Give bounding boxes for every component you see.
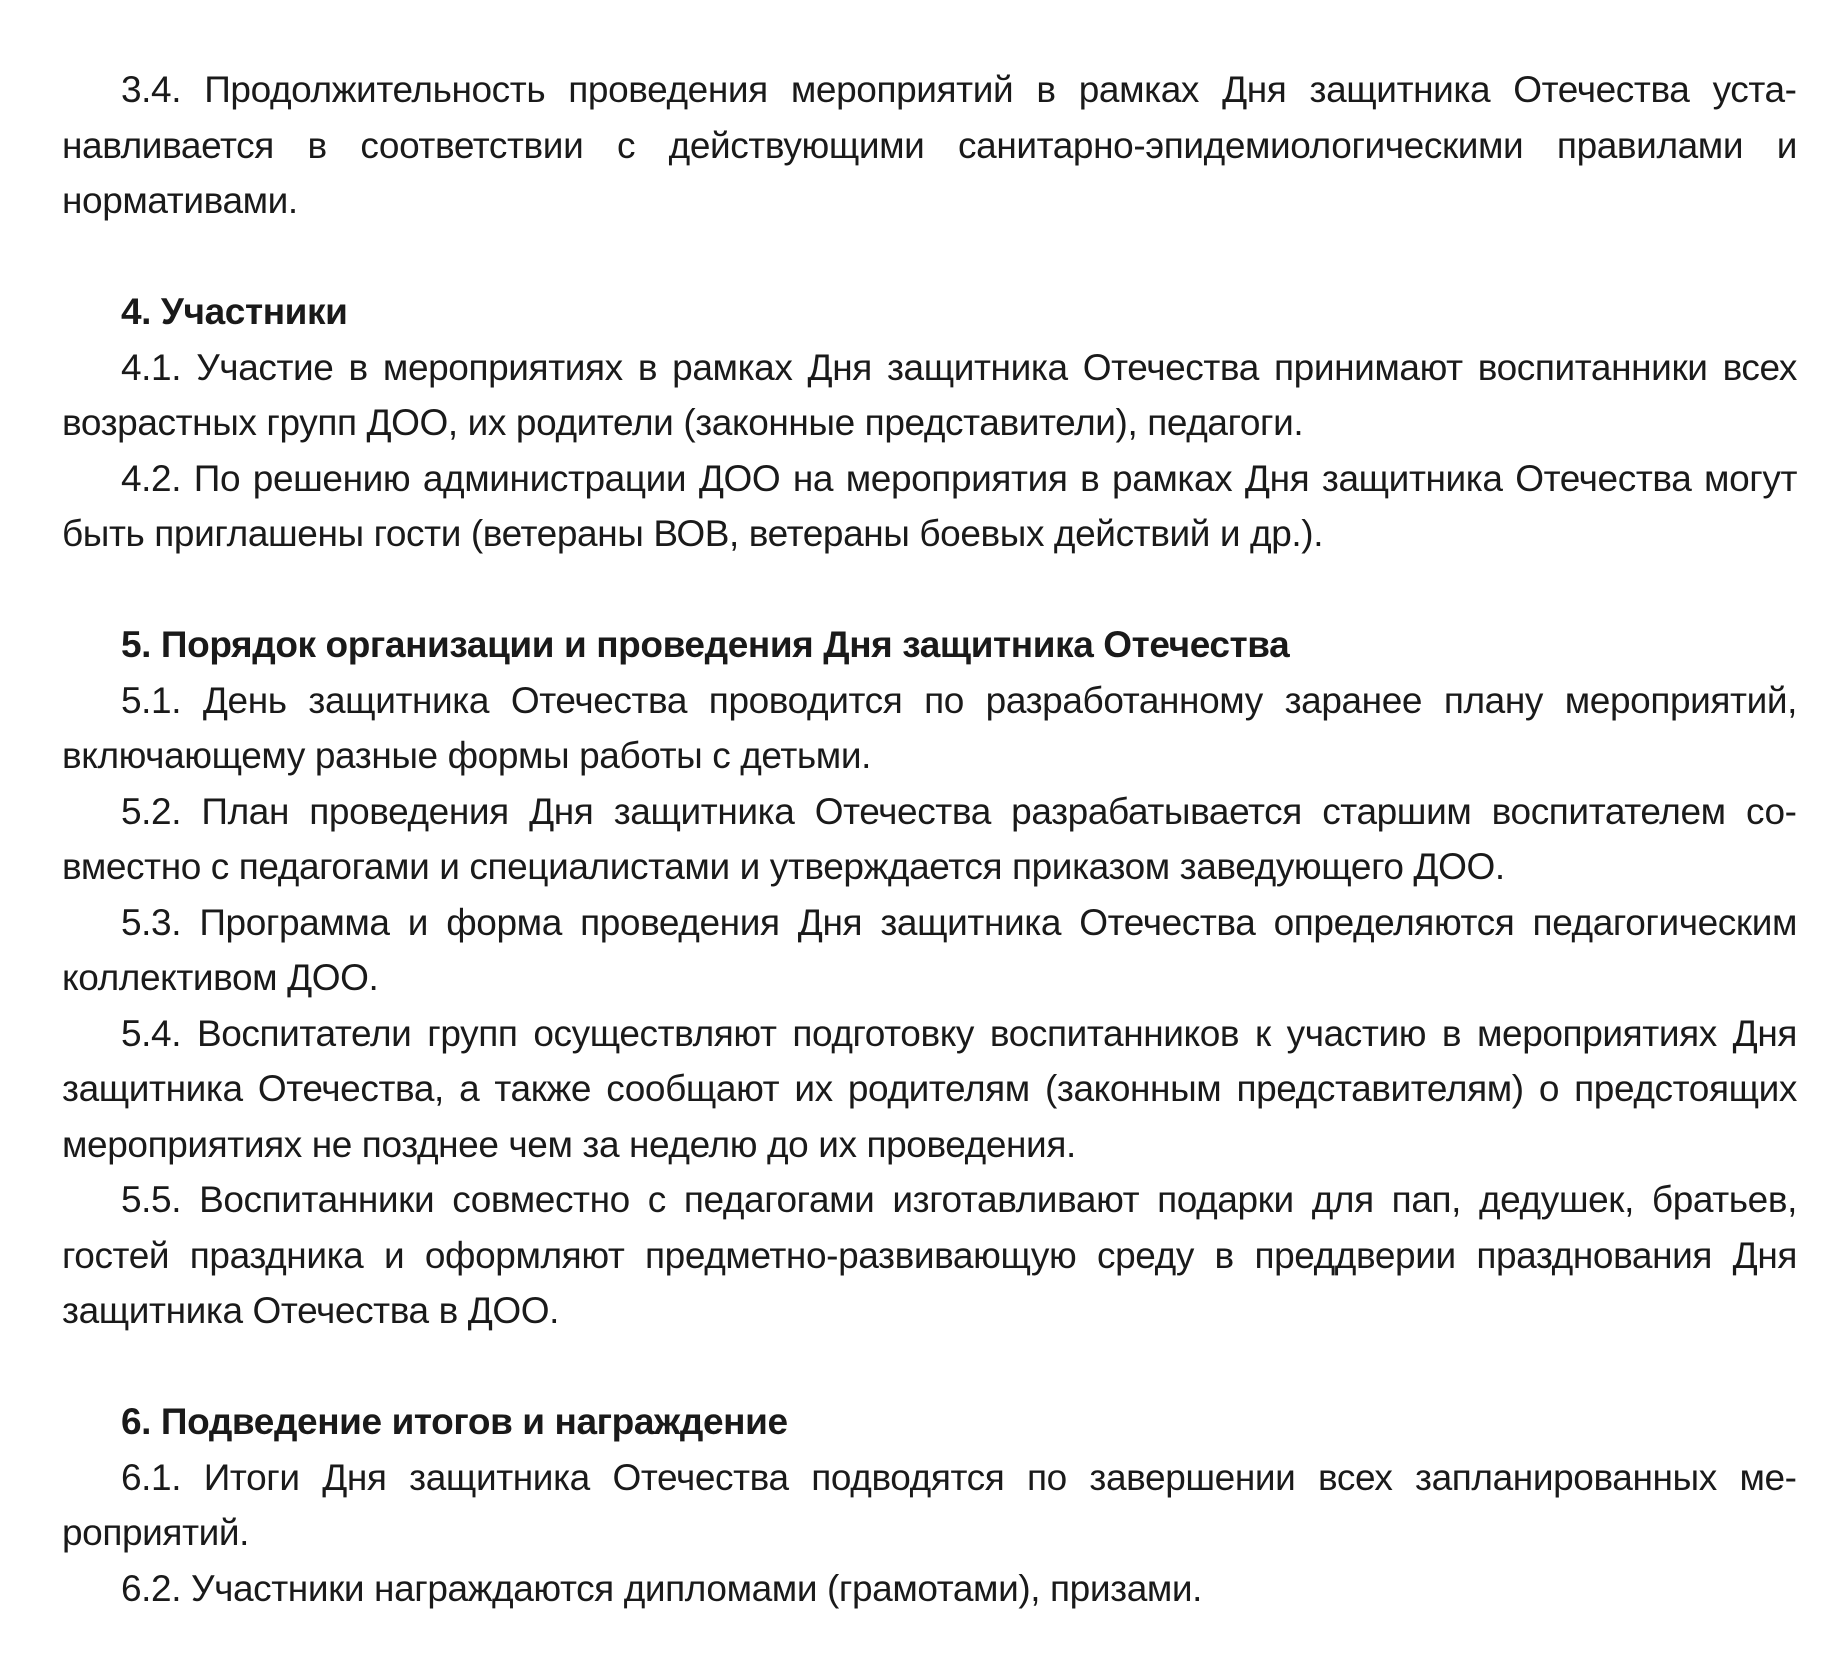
paragraph-5-2: 5.2. План проведения Дня защитника Отечества разрабатывается старшим воспитателем совместно с педагогами и специалистами и утверждается приказом заведующего ДОО. (62, 790, 1797, 887)
section-5-heading: 5. Порядок организации и проведения Дня защитника Отечества (121, 624, 1290, 665)
paragraph-5-3: 5.3. Программа и форма проведения Дня защитника Отечества определяются педагогическим коллективом ДОО. (62, 901, 1797, 998)
paragraph-4-2: 4.2. По решению администрации ДОО на мероприятия в рамках Дня защитника Отечества могут быть приглашены гости (ветераны ВОВ, ветераны боевых действий и др.). (62, 457, 1797, 554)
section-spacer (62, 1339, 1797, 1395)
paragraph-6-1: 6.1. Итоги Дня защитника Отечества подводятся по завершении всех запланированных мероприятий. (62, 1456, 1797, 1553)
document-page (62, 62, 1797, 1616)
paragraph-5-5: 5.5. Воспитанники совместно с педагогами изготавливают подарки для пап, дедушек, братьев, гостей праздника и оформляют предметно-развивающую среду в преддверии празднования Дня защитника Отечества в ДОО. (62, 1179, 1797, 1331)
section-6-heading: 6. Подведение итогов и награждение (121, 1401, 788, 1442)
section-spacer (62, 229, 1797, 285)
paragraph-3-4: 3.4. Продолжительность проведения мероприятий в рамках Дня защитника Отечества устанавливается в соответствии с действующими санитарно-эпидемиологическими правилами и нормативами. (62, 69, 1797, 221)
paragraph-5-4: 5.4. Воспитатели групп осуществляют подготовку воспитанников к участию в мероприятиях Дня защитника Отечества, а также сообщают их родителям (законным представителям) о предстоящих мероприятиях не позднее чем за неделю до их проведения. (62, 1012, 1797, 1165)
paragraph-5-1: 5.1. День защитника Отечества проводится по разработанному заранее плану мероприятий, включающему разные формы работы с детьми. (62, 679, 1797, 776)
section-spacer (62, 562, 1797, 618)
paragraph-4-1: 4.1. Участие в мероприятиях в рамках Дня защитника Отечества принимают воспитанники всех возрастных групп ДОО, их родители (законные представители), педагоги. (62, 346, 1797, 443)
paragraph-6-2: 6.2. Участники награждаются дипломами (грамотами), призами. (121, 1567, 1203, 1609)
section-4-heading: 4. Участники (121, 291, 348, 332)
